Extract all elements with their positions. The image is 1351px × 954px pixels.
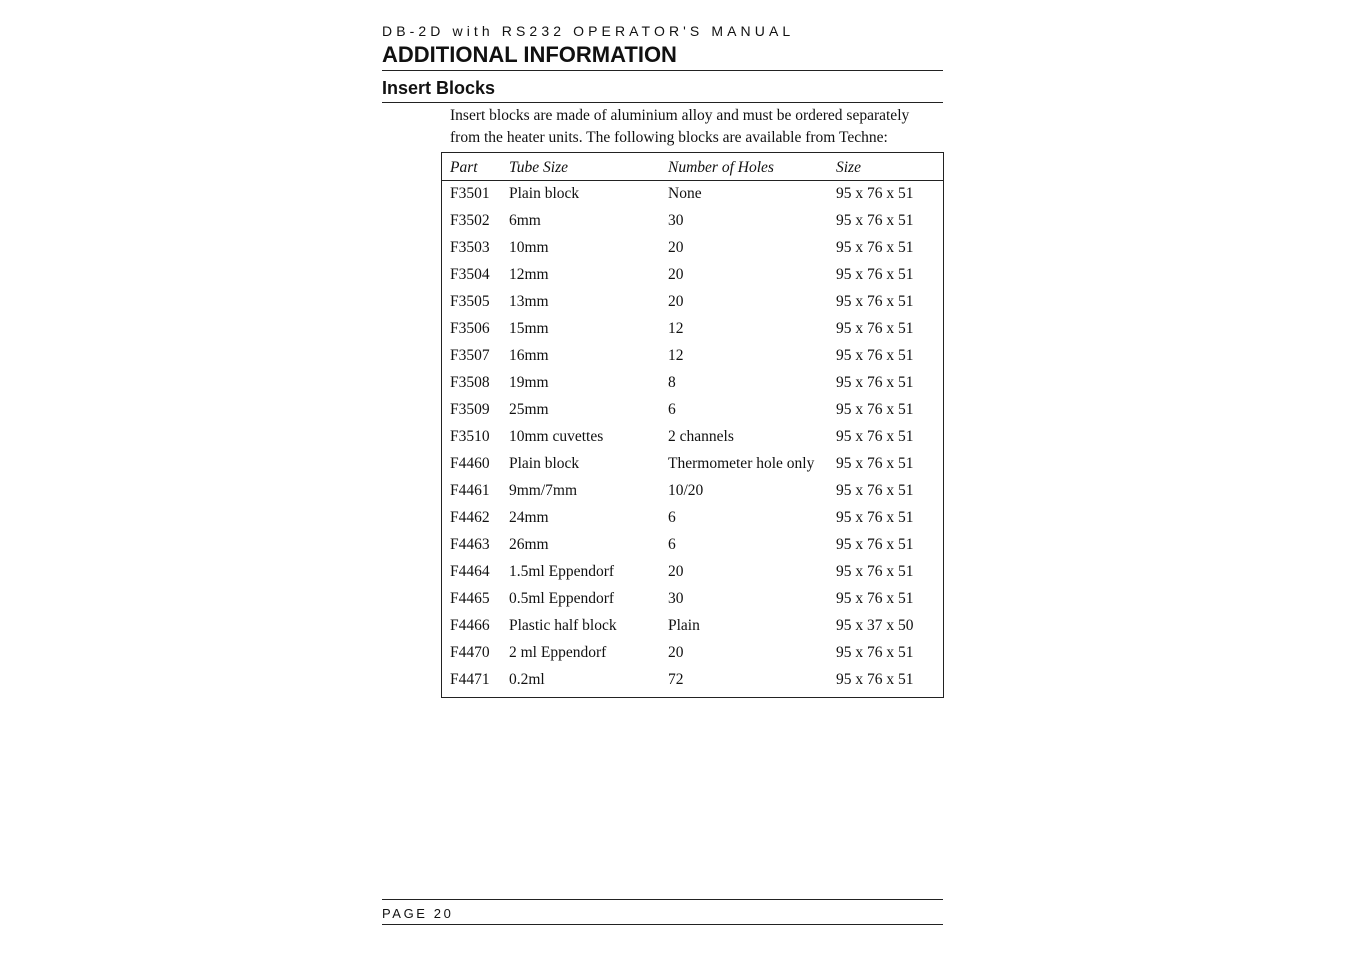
size-cell: 95 x 76 x 51 bbox=[836, 563, 914, 580]
size-cell: 95 x 76 x 51 bbox=[836, 455, 914, 472]
part-cell: F4465 bbox=[450, 590, 490, 607]
table-row bbox=[442, 614, 943, 641]
table-row bbox=[442, 560, 943, 587]
holes-cell: 10/20 bbox=[668, 482, 704, 499]
tube-size-cell: Plain block bbox=[509, 185, 580, 202]
holes-cell: 30 bbox=[668, 212, 684, 229]
table-row bbox=[442, 290, 943, 317]
holes-cell: 12 bbox=[668, 347, 684, 364]
tube-size-cell: 10mm bbox=[509, 239, 549, 256]
table-row bbox=[442, 344, 943, 371]
table-header-row bbox=[442, 153, 943, 181]
column-header-tube-size: Tube Size bbox=[509, 159, 568, 176]
tube-size-cell: 19mm bbox=[509, 374, 549, 391]
holes-cell: 6 bbox=[668, 401, 676, 418]
size-cell: 95 x 76 x 51 bbox=[836, 293, 914, 310]
holes-cell: 72 bbox=[668, 671, 684, 688]
manual-page bbox=[382, 0, 943, 954]
part-cell: F4463 bbox=[450, 536, 490, 553]
tube-size-cell: 13mm bbox=[509, 293, 549, 310]
tube-size-cell: 0.5ml Eppendorf bbox=[509, 590, 615, 607]
tube-size-cell: 6mm bbox=[509, 212, 541, 229]
size-cell: 95 x 76 x 51 bbox=[836, 401, 914, 418]
table-row bbox=[442, 317, 943, 344]
table-row bbox=[442, 668, 943, 695]
tube-size-cell: 0.2ml bbox=[509, 671, 545, 688]
intro-line-2: from the heater units. The following blocks are available from Techne: bbox=[450, 129, 888, 146]
tube-size-cell: Plastic half block bbox=[509, 617, 617, 634]
holes-cell: 6 bbox=[668, 509, 676, 526]
holes-cell: 20 bbox=[668, 293, 684, 310]
tube-size-cell: 1.5ml Eppendorf bbox=[509, 563, 615, 580]
holes-cell: Plain bbox=[668, 617, 700, 634]
size-cell: 95 x 76 x 51 bbox=[836, 374, 914, 391]
insert-blocks-table bbox=[441, 152, 944, 698]
chapter-title: ADDITIONAL INFORMATION bbox=[382, 42, 677, 67]
chapter-divider bbox=[382, 70, 943, 71]
table-row bbox=[442, 209, 943, 236]
size-cell: 95 x 76 x 51 bbox=[836, 590, 914, 607]
holes-cell: 2 channels bbox=[668, 428, 734, 445]
footer-bottom-rule bbox=[382, 924, 943, 925]
column-header-size: Size bbox=[836, 159, 861, 176]
tube-size-cell: Plain block bbox=[509, 455, 580, 472]
column-header-part: Part bbox=[450, 159, 478, 176]
part-cell: F4466 bbox=[450, 617, 490, 634]
part-cell: F3505 bbox=[450, 293, 490, 310]
part-cell: F3502 bbox=[450, 212, 490, 229]
size-cell: 95 x 76 x 51 bbox=[836, 536, 914, 553]
holes-cell: 12 bbox=[668, 320, 684, 337]
section-divider bbox=[382, 102, 943, 103]
holes-cell: 20 bbox=[668, 563, 684, 580]
tube-size-cell: 12mm bbox=[509, 266, 549, 283]
tube-size-cell: 2 ml Eppendorf bbox=[509, 644, 607, 661]
size-cell: 95 x 76 x 51 bbox=[836, 266, 914, 283]
part-cell: F3510 bbox=[450, 428, 490, 445]
running-head: DB-2D with RS232 OPERATOR'S MANUAL bbox=[382, 23, 795, 39]
part-cell: F4464 bbox=[450, 563, 490, 580]
part-cell: F3503 bbox=[450, 239, 490, 256]
size-cell: 95 x 76 x 51 bbox=[836, 428, 914, 445]
part-cell: F4460 bbox=[450, 455, 490, 472]
part-cell: F4462 bbox=[450, 509, 490, 526]
size-cell: 95 x 76 x 51 bbox=[836, 212, 914, 229]
table-row bbox=[442, 236, 943, 263]
table-row bbox=[442, 425, 943, 452]
part-cell: F4470 bbox=[450, 644, 490, 661]
size-cell: 95 x 76 x 51 bbox=[836, 509, 914, 526]
intro-paragraph bbox=[450, 105, 930, 149]
size-cell: 95 x 37 x 50 bbox=[836, 617, 914, 634]
table-row bbox=[442, 452, 943, 479]
table-row bbox=[442, 533, 943, 560]
part-cell: F3507 bbox=[450, 347, 490, 364]
holes-cell: 30 bbox=[668, 590, 684, 607]
table-row bbox=[442, 263, 943, 290]
tube-size-cell: 9mm/7mm bbox=[509, 482, 578, 499]
tube-size-cell: 24mm bbox=[509, 509, 549, 526]
size-cell: 95 x 76 x 51 bbox=[836, 185, 914, 202]
part-cell: F4471 bbox=[450, 671, 490, 688]
section-title: Insert Blocks bbox=[382, 78, 496, 98]
table-row bbox=[442, 641, 943, 668]
table-row bbox=[442, 479, 943, 506]
table-row bbox=[442, 182, 943, 209]
part-cell: F4461 bbox=[450, 482, 490, 499]
intro-line-1: Insert blocks are made of aluminium alloy and must be ordered separately bbox=[450, 107, 910, 124]
size-cell: 95 x 76 x 51 bbox=[836, 347, 914, 364]
holes-cell: 8 bbox=[668, 374, 676, 391]
holes-cell: 6 bbox=[668, 536, 676, 553]
part-cell: F3508 bbox=[450, 374, 490, 391]
size-cell: 95 x 76 x 51 bbox=[836, 320, 914, 337]
tube-size-cell: 26mm bbox=[509, 536, 549, 553]
table-row bbox=[442, 587, 943, 614]
table-row bbox=[442, 506, 943, 533]
size-cell: 95 x 76 x 51 bbox=[836, 239, 914, 256]
table-row bbox=[442, 398, 943, 425]
part-cell: F3506 bbox=[450, 320, 490, 337]
tube-size-cell: 16mm bbox=[509, 347, 549, 364]
size-cell: 95 x 76 x 51 bbox=[836, 671, 914, 688]
part-cell: F3501 bbox=[450, 185, 490, 202]
tube-size-cell: 10mm cuvettes bbox=[509, 428, 604, 445]
tube-size-cell: 15mm bbox=[509, 320, 549, 337]
holes-cell: 20 bbox=[668, 239, 684, 256]
part-cell: F3509 bbox=[450, 401, 490, 418]
column-header-number-of-holes: Number of Holes bbox=[668, 159, 774, 176]
table-row bbox=[442, 371, 943, 398]
size-cell: 95 x 76 x 51 bbox=[836, 482, 914, 499]
holes-cell: None bbox=[668, 185, 702, 202]
part-cell: F3504 bbox=[450, 266, 490, 283]
footer-top-rule bbox=[382, 899, 943, 900]
holes-cell: Thermometer hole only bbox=[668, 455, 815, 472]
size-cell: 95 x 76 x 51 bbox=[836, 644, 914, 661]
holes-cell: 20 bbox=[668, 644, 684, 661]
tube-size-cell: 25mm bbox=[509, 401, 549, 418]
holes-cell: 20 bbox=[668, 266, 684, 283]
page-number: PAGE 20 bbox=[382, 906, 454, 921]
